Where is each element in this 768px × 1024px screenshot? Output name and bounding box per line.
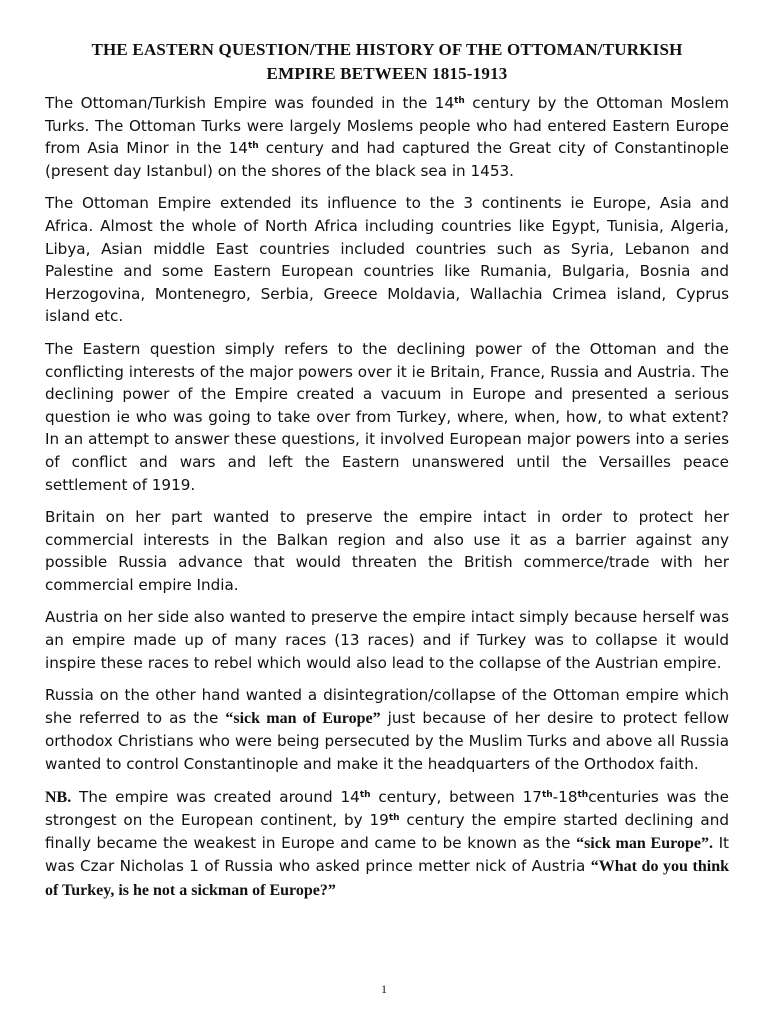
page-number: 1 bbox=[381, 982, 387, 996]
paragraph-extent: The Ottoman Empire extended its influence to the 3 continents ie Europe, Asia and Africa. Almost the whole of North Africa including countries like Egypt, Tunisia, Algeria, Libya, Asian middle East countries included countries such as Syria, Lebanon and Palestine and some Eastern European countries like Rumania, Bulgaria, Bosnia and Herzogovina, Montenegro, Serbia, Greece Moldavia, Wallachia Crimea island, Cyprus island etc. bbox=[45, 194, 729, 326]
paragraph-eastern-question: The Eastern question simply refers to the declining power of the Ottoman and the conflicting interests of the major powers over it ie Britain, France, Russia and Austria. The declining power of the Empire created a vacuum in Europe and presented a serious question ie who was going to take over from Turkey, where, when, how, to what extent? In an attempt to answer these questions, it involved European major powers into a series of conflict and wars and left the Eastern unanswered until the Versailles peace settlement of 1919. bbox=[45, 339, 729, 494]
text-run: -18 bbox=[552, 787, 578, 806]
text-run: The empire was created around 14 bbox=[71, 787, 360, 806]
text-run: It was Czar Nicholas 1 of Russia who asked prince metter nick of Austria bbox=[45, 833, 730, 876]
superscript: th bbox=[359, 789, 371, 800]
text-run: The Ottoman/Turkish Empire was founded in the 14 bbox=[45, 94, 455, 112]
sick-man-phrase: “sick man of Europe” bbox=[225, 709, 381, 727]
paragraph-russia bbox=[45, 684, 729, 775]
paragraph-britain: Britain on her part wanted to preserve the empire intact in order to protect her commercial interests in the Balkan region and also use it as a barrier against any possible Russia advance that would threaten the British commerce/trade with her commercial empire India. bbox=[45, 508, 729, 594]
nb-label: NB. bbox=[45, 788, 72, 806]
superscript: th bbox=[388, 813, 400, 824]
text-run: century, between 17 bbox=[370, 787, 542, 806]
text-run: just because of her desire to protect fellow orthodox Christians who were being persecuted by the Muslim Turks and above all Russia wanted to control Constantinople and make it the headquarters of the Orthodox faith. bbox=[45, 708, 730, 774]
title-line-1: THE EASTERN QUESTION/THE HISTORY OF THE OTTOMAN/TURKISH bbox=[91, 40, 683, 59]
superscript: th bbox=[577, 789, 589, 800]
document-title bbox=[45, 38, 729, 86]
paragraph-founding bbox=[45, 92, 729, 182]
title-line-2: EMPIRE BETWEEN 1815-1913 bbox=[266, 64, 508, 83]
text-run: century the empire started declining and finally became the weakest in Europe and came to be known as the bbox=[45, 811, 729, 852]
paragraph-austria: Austria on her side also wanted to preserve the empire intact simply because herself was an empire made up of many races (13 races) and if Turkey was to collapse it would inspire these races to rebel which would also lead to the collapse of the Austrian empire. bbox=[45, 608, 729, 672]
text-run: Russia on the other hand wanted a disintegration/collapse of the Ottoman empire which she referred to as the bbox=[45, 686, 729, 727]
text-run: century by the Ottoman Moslem Turks. The Ottoman Turks were largely Moslems people who had entered Eastern Europe from Asia Minor in the 14 bbox=[45, 94, 730, 158]
text-run: centuries was the strongest on the European continent, by 19 bbox=[45, 787, 730, 830]
text-run: century and had captured the Great city of Constantinople (present day Istanbul) on the shores of the black sea in 1453. bbox=[45, 139, 730, 180]
superscript: th bbox=[247, 141, 259, 152]
paragraph-nb bbox=[45, 786, 729, 903]
superscript: th bbox=[541, 789, 553, 800]
czar-quote: “What do you think of Turkey, is he not a sickman of Europe?” bbox=[45, 858, 729, 899]
superscript: th bbox=[454, 96, 465, 106]
sick-man-europe-phrase: “sick man Europe”. bbox=[576, 834, 713, 852]
